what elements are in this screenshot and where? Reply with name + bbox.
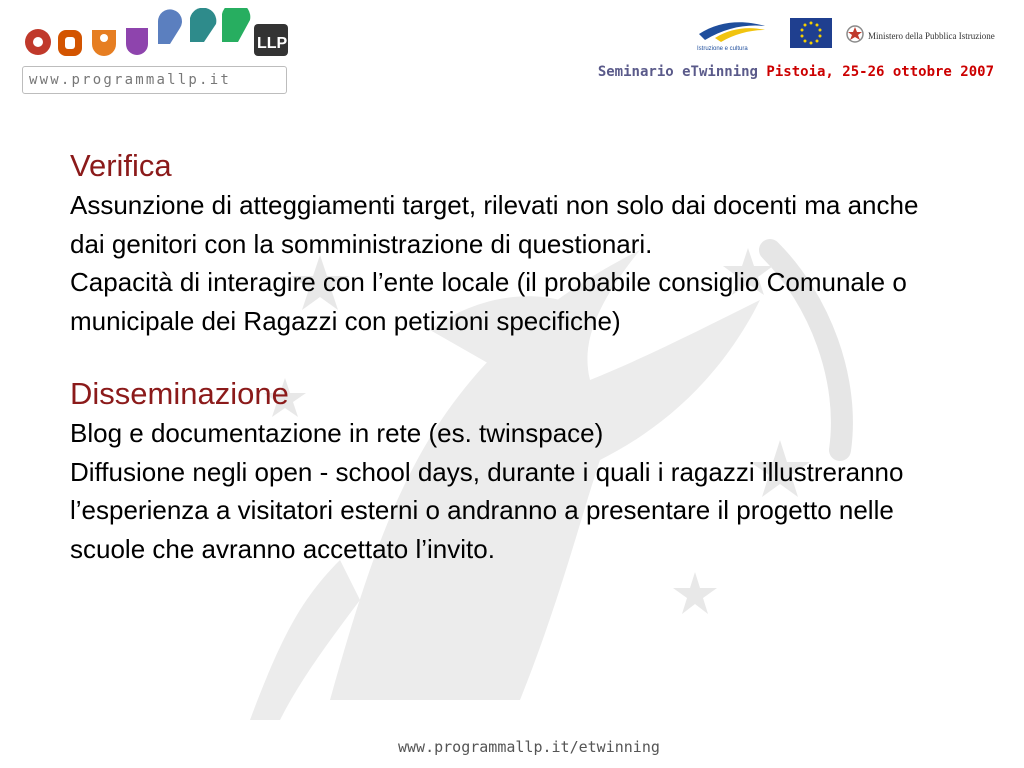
ministry-label: Ministero della Pubblica Istruzione: [868, 31, 995, 41]
verifica-paragraph-2: Capacità di interagire con l’ente locale (il probabile consiglio Comunale o municipale dei Ragazzi con petizioni specifiche): [70, 267, 907, 336]
disseminazione-paragraph-1: Blog e documentazione in rete (es. twinspace): [70, 418, 604, 448]
eu-flag-icon: [790, 18, 832, 48]
section-title-disseminazione: Disseminazione: [70, 376, 289, 411]
section-title-verifica: Verifica: [70, 148, 172, 183]
footer-url: www.programmallp.it/etwinning: [398, 738, 660, 756]
seminar-prefix: Seminario eTwinning: [597, 64, 758, 80]
disseminazione-paragraph-2: Diffusione negli open - school days, durante i quali i ragazzi illustreranno l’esperienza a visitatori esterni o andranno a presentare il progetto nelle scuole che avranno accettato l’invito.: [70, 456, 904, 564]
svg-text:LLP: LLP: [257, 35, 288, 52]
slide-content: [70, 146, 950, 568]
italian-emblem-icon: [847, 26, 863, 42]
seminar-info: [598, 64, 994, 80]
seminar-place-date: Pistoia, 25-26 ottobre 2007: [766, 64, 994, 80]
section-gap: [70, 340, 950, 374]
logo-url: www.programmallp.it: [22, 66, 287, 94]
istruzione-label: Istruzione e cultura: [697, 46, 748, 52]
star-5: [673, 572, 717, 614]
verifica-paragraph-1: Assunzione di atteggiamenti target, rilevati non solo dai docenti ma anche dai genitori con la somministrazione di questionari.: [70, 190, 919, 259]
istruzione-cultura-logo: [697, 22, 765, 52]
